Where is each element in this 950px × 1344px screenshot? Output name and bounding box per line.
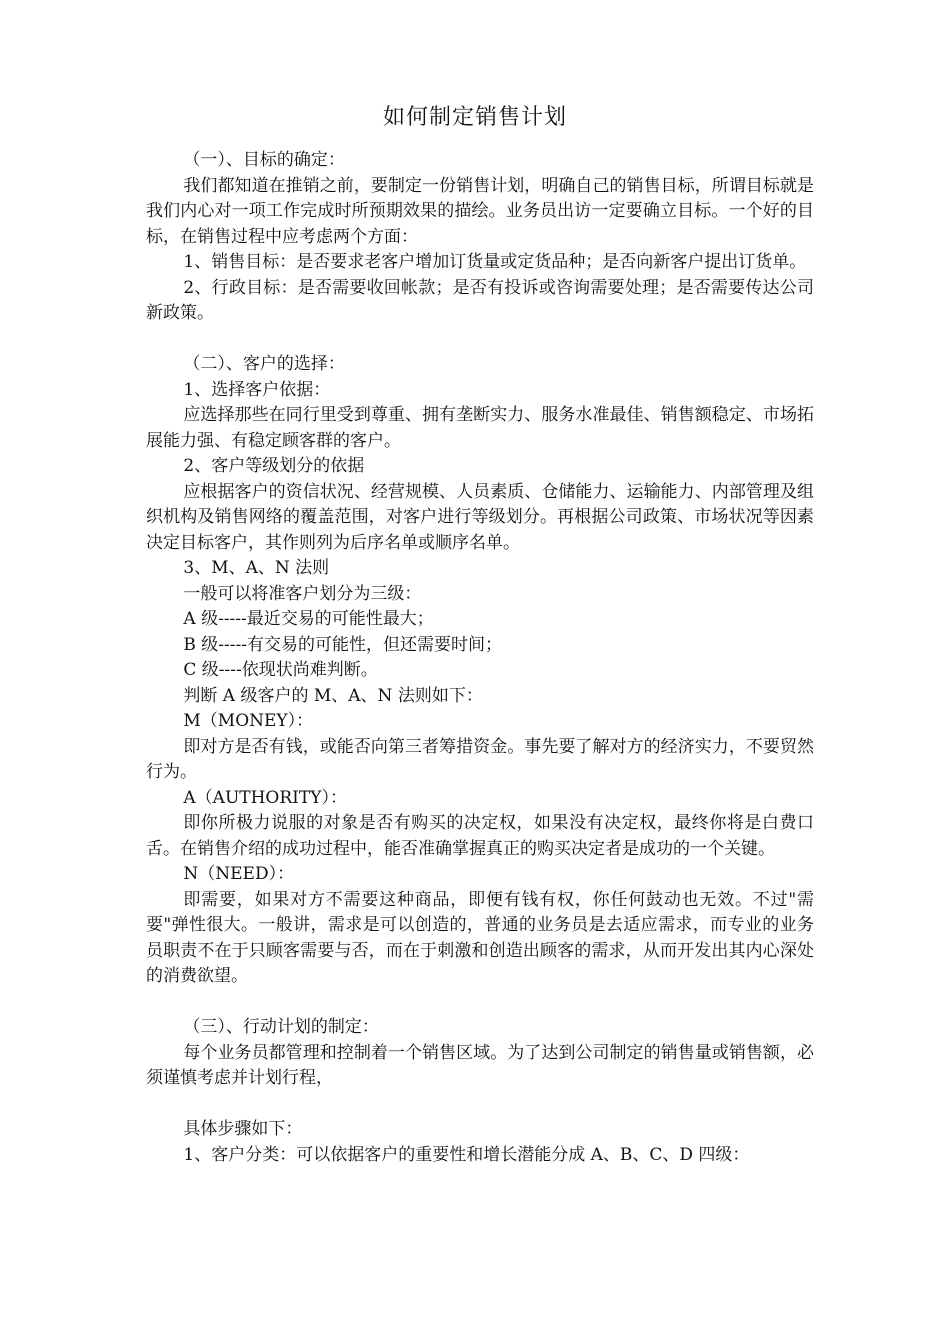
document-body bbox=[146, 148, 814, 1168]
paragraph: 具体步骤如下： bbox=[183, 1119, 303, 1139]
paragraph: （二）、客户的选择： bbox=[183, 354, 345, 374]
paragraph: 一般可以将准客户划分为三级： bbox=[183, 583, 422, 604]
paragraph: 应根据客户的资信状况、经营规模、人员素质、仓储能力、运输能力、内部管理及组织机构及销售网络的覆盖范围，对客户进行等级划分。再根据公司政策、市场状况等因素决定目标客户，其作则列为后序名单或顺序名单。 bbox=[146, 481, 814, 553]
paragraph: A（AUTHORITY）： bbox=[183, 787, 347, 808]
paragraph: （三）、行动计划的制定： bbox=[183, 1017, 379, 1037]
paragraph: 2、行政目标：是否需要收回帐款；是否有投诉或咨询需要处理；是否需要传达公司新政策。 bbox=[146, 277, 814, 323]
paragraph-spacer bbox=[146, 327, 814, 353]
paragraph: 3、M、A、N 法则 bbox=[183, 558, 330, 578]
paragraph: A 级-----最近交易的可能性最大； bbox=[183, 609, 434, 629]
paragraph: 我们都知道在推销之前，要制定一份销售计划，明确自己的销售目标，所谓目标就是我们内心对一项工作完成时所预期效果的描绘。业务员出访一定要确立目标。一个好的目标，在销售过程中应考虑两个方面： bbox=[146, 175, 814, 247]
paragraph: 即需要，如果对方不需要这种商品，即便有钱有权，你任何鼓动也无效。不过"需要"弹性很大。一般讲，需求是可以创造的，普通的业务员是去适应需求，而专业的业务员职责不在于只顾客需要与否，而在于刺激和创造出顾客的需求，从而开发出其内心深处的消费欲望。 bbox=[146, 889, 814, 986]
paragraph: 每个业务员都管理和控制着一个销售区域。为了达到公司制定的销售量或销售额，必须谨慎考虑并计划行程， bbox=[146, 1042, 814, 1088]
paragraph: 1、选择客户依据： bbox=[183, 379, 331, 400]
paragraph: C 级----依现状尚难判断。 bbox=[183, 660, 378, 680]
paragraph: B 级-----有交易的可能性，但还需要时间； bbox=[183, 634, 503, 655]
paragraph: 判断 A 级客户的 M、A、N 法则如下： bbox=[183, 685, 483, 706]
paragraph: M（MONEY）： bbox=[183, 711, 314, 731]
paragraph: （一）、目标的确定： bbox=[183, 150, 345, 170]
paragraph-spacer bbox=[146, 1092, 814, 1118]
paragraph: 即你所极力说服的对象是否有购买的决定权，如果没有决定权，最终你将是白费口舌。在销售介绍的成功过程中，能否准确掌握真正的购买决定者是成功的一个关键。 bbox=[146, 813, 814, 859]
paragraph: 1、销售目标：是否要求老客户增加订货量或定货品种；是否向新客户提出订货单。 bbox=[183, 252, 807, 272]
paragraph: 2、客户等级划分的依据 bbox=[183, 456, 365, 476]
paragraph: N（NEED）： bbox=[183, 864, 295, 884]
paragraph-spacer bbox=[146, 990, 814, 1016]
document-title: 如何制定销售计划 bbox=[382, 105, 567, 130]
paragraph: 应选择那些在同行里受到尊重、拥有垄断实力、服务水准最佳、销售额稳定、市场拓展能力强、有稳定顾客群的客户。 bbox=[146, 405, 814, 451]
paragraph: 1、客户分类：可以依据客户的重要性和增长潜能分成 A、B、C、D 四级： bbox=[183, 1144, 750, 1165]
paragraph: 即对方是否有钱，或能否向第三者筹措资金。事先要了解对方的经济实力，不要贸然行为。 bbox=[146, 736, 814, 782]
